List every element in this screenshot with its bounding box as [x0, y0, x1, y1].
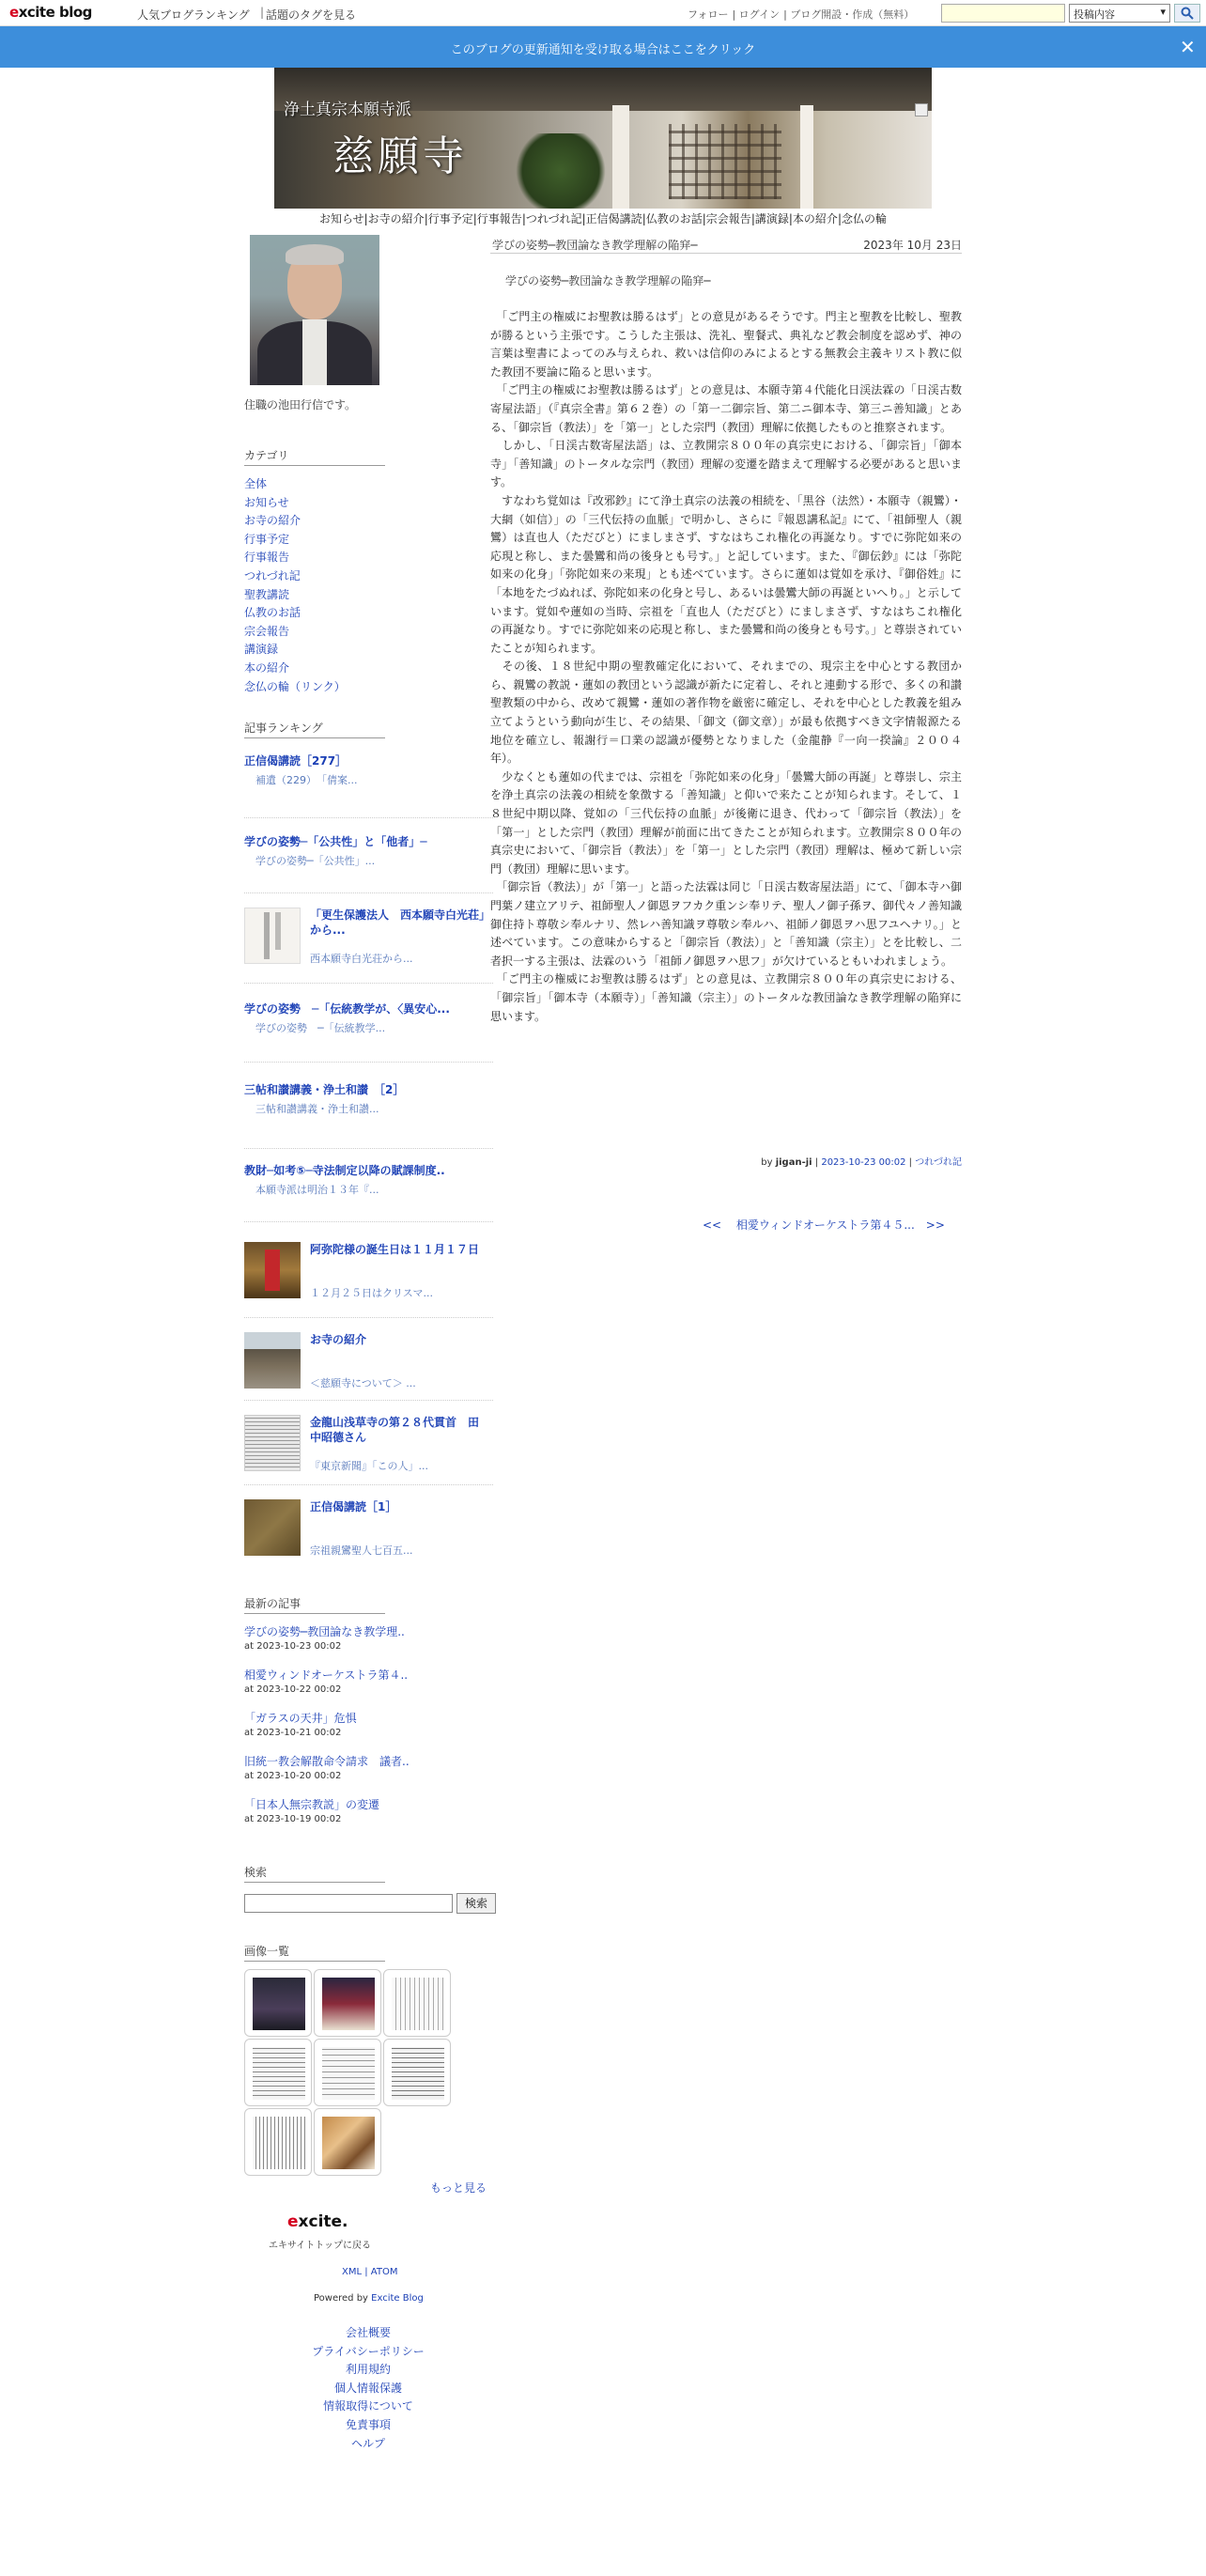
divider	[244, 892, 493, 893]
blog-header-image[interactable]	[274, 68, 932, 209]
site-search-input[interactable]	[941, 4, 1065, 23]
temple-pillar	[800, 105, 813, 209]
nav-item-nembutsu[interactable]: 念仏の輪	[841, 212, 887, 225]
category-item[interactable]: 行事予定	[244, 532, 290, 546]
blog-title: 慈願寺	[332, 132, 468, 180]
ranking-item[interactable]: お寺の紹介 ＜慈願寺について＞ ...	[244, 1332, 493, 1392]
notification-text[interactable]: このブログの更新通知を受け取る場合はここをクリック	[450, 43, 756, 57]
article-meta: by jigan-ji | 2023-10-23 00:02 | つれづれ記	[761, 1157, 962, 1168]
gallery-thumbnail[interactable]	[244, 2108, 312, 2176]
divider	[244, 1484, 493, 1485]
blog-search-button[interactable]: 検索	[456, 1893, 496, 1914]
article-paragraph: 「ご門主の権威にお聖教は勝るはず」との意見は、立教開宗８００年の真宗史における、「御宗旨」「御本寺（本願寺）」「善知識（宗主）」のトータルな教団論なき教学理解の陥穽に思います。	[490, 972, 962, 1023]
feed-links[interactable]: XML | ATOM	[342, 2267, 398, 2277]
article-paragraph: しかし、「日渓古数寄屋法語」は、立教開宗８００年の真宗史における、「御宗旨」「御本寺」「善知識」のトータルな宗門（教団）理解の変遷を踏まえて理解する必要があると思います。	[490, 439, 962, 489]
category-item[interactable]: 念仏の輪（リンク）	[244, 679, 346, 693]
gallery-thumbnail[interactable]	[314, 2039, 381, 2106]
article-paragraph: 少なくとも蓮如の代までは、宗祖を「弥陀如来の化身」「曇鸞大師の再誕」と尊崇し、宗主を浄土真宗の法義の相続を象徴する「善知識」と仰いで来たことが知られます。そして、１８世紀中期以降、覚如の「三代伝持の血脈」が後衛に退き、代わって「御宗旨（教法）」を「第一」とした宗門（教団）理解が前面に出てきたことが知られます。立教開宗８００年の真宗史において、「御宗旨（教法）」を「第一」とした宗門（教団）理解は、極めて新しい宗門（教団）理解に思います。	[490, 769, 962, 876]
article-category-link[interactable]: つれづれ記	[915, 1157, 962, 1168]
nav-item-lectures[interactable]: 講演録	[754, 212, 789, 225]
login-link[interactable]: ログイン	[738, 8, 781, 21]
nav-item-shoshinge[interactable]: 正信偈講読	[585, 212, 642, 225]
article-paragraph: 「御宗旨（教法）」が「第一」と語った法霖は同じ「日渓古数寄屋法語」にて、「御本寺ハ御門葉ノ建立アリテ、祖師聖人ノ御恩ヲフカク重ンシ奉リテ、聖人ノ御子孫ヲ、御代々ノ善知識御住持ト尊敬シ奉ルナリ、然レハ善知識ヲ尊敬シ奉ルハ、祖師ノ御恩ヲハ思フユヘナリ。」と述べています。この意味からすると「御宗旨（教法）」と「善知識（宗主）」とを比較し、二者択一する主張は、法霖のいう「祖師ノ御恩ヲハ思フ」が欠けているともいわれましょう。	[490, 880, 962, 968]
blog-subtitle: 浄土真宗本願寺派	[284, 101, 411, 119]
powered-by: Powered by Excite Blog	[314, 2293, 424, 2304]
author-name: jigan-ji	[775, 1157, 812, 1168]
article-paragraph: その後、１８世紀中期の聖教確定化において、それまでの、現宗主を中心とする教団から、親鸞の教説・蓮如の教団という認識が新たに定着し、それと連動する形で、多くの和讃聖教類の中から、改めて親鸞・蓮如の著作物を厳密に確定し、それを中心とした教義を組み立てようという動向が生じ、その結果、「御文（御文章）」が最も依拠すべき文字情報源たる地位を確立し、報謝行＝口業の認識が優勢となりました（金龍静『一向一揆論』２００４年）。	[490, 660, 962, 766]
ranking-item[interactable]: 教財─如考⑤─寺法制定以降の賦課制度.. 本願寺派は明治１３年『...	[244, 1164, 445, 1196]
footer-link-data-acquisition[interactable]: 情報取得について	[323, 2399, 413, 2413]
nav-item-dharma-talk[interactable]: 仏教のお話	[645, 212, 703, 225]
article-title[interactable]: 学びの姿勢─教団論なき教学理解の陥穽─	[492, 239, 698, 252]
blog-search-input[interactable]	[244, 1894, 453, 1913]
category-item[interactable]: つれづれ記	[244, 568, 301, 582]
divider	[244, 817, 493, 818]
gallery-thumbnail[interactable]	[383, 1969, 451, 2037]
search-title: 検索	[244, 1864, 385, 1883]
categories-title: カテゴリ	[244, 447, 385, 466]
excite-blog-logo[interactable]: excite blog	[9, 4, 92, 21]
article-header	[490, 235, 962, 254]
gallery-thumbnail[interactable]	[244, 1969, 312, 2037]
ranking-item[interactable]: 正信偈講読［1］ 宗祖親鸞聖人七百五...	[244, 1499, 493, 1560]
category-item[interactable]: 宗会報告	[244, 624, 290, 638]
nav-item-schedule[interactable]: 行事予定	[427, 212, 473, 225]
footer-link-help[interactable]: ヘルプ	[350, 2436, 385, 2450]
tree-foliage	[509, 133, 612, 209]
footer-link-terms[interactable]: 利用規約	[345, 2363, 391, 2377]
nav-item-news[interactable]: お知らせ	[318, 212, 364, 225]
article-paragraph: 「ご門主の権威にお聖教は勝るはず」との意見は、本願寺第４代能化日渓法霖の「日渓古数寄屋法語」（『真宗全書』第６２巻）の「第一二御宗旨、第二ニ御本寺、第三ニ善知識」とある、「御宗旨（教法）」を「第一」とした宗門（教団）理解に依拠したものと推察されます。	[490, 383, 962, 434]
ranking-item[interactable]: 学びの姿勢─「公共性」と「他者」─ 学びの姿勢─「公共性」...	[244, 835, 427, 867]
temple-lattice	[669, 124, 781, 199]
category-item[interactable]: 全体	[244, 477, 268, 490]
top-bar	[0, 0, 1206, 26]
footer-links	[274, 2324, 462, 2453]
divider	[244, 1148, 493, 1149]
category-item[interactable]: 本の紹介	[244, 660, 290, 675]
ranking-title: 記事ランキング	[244, 720, 385, 738]
ranking-item[interactable]: 学びの姿勢 ─「伝統教学が、〈異安心... 学びの姿勢 ─「伝統教学...	[244, 1002, 450, 1034]
recent-item[interactable]: 旧統一教会解散命令請求 議者.. at 2023-10-20 00:02	[244, 1755, 410, 1781]
footer-link-privacy[interactable]: プライバシーポリシー	[312, 2344, 425, 2358]
follow-link[interactable]: フォロー	[688, 8, 729, 21]
divider	[244, 1221, 493, 1222]
tag-search-link[interactable]: 話題のタグを見る	[266, 8, 357, 22]
article-thumbnail[interactable]	[244, 1242, 301, 1298]
divider	[244, 1062, 493, 1063]
search-icon	[1181, 7, 1194, 20]
category-item[interactable]: お知らせ	[244, 495, 289, 509]
site-search-button[interactable]	[1174, 4, 1200, 23]
gallery-thumbnail[interactable]	[314, 1969, 381, 2037]
account-links: フォロー | ログイン | ブログ開設・作成（無料）	[688, 8, 915, 21]
category-item[interactable]: 行事報告	[244, 551, 290, 565]
footer-link-personal-info[interactable]: 個人情報保護	[333, 2381, 402, 2395]
footer-link-disclaimer[interactable]: 免責事項	[345, 2417, 391, 2431]
article-heading: 学びの姿勢─教団論なき教学理解の陥穽─	[505, 274, 711, 287]
ranking-item[interactable]: 正信偈講読［277］ 補遺（229） 「倩案...	[244, 754, 358, 786]
broken-image-icon	[915, 103, 928, 116]
excite-blog-link[interactable]: Excite Blog	[371, 2293, 424, 2304]
notification-banner[interactable]	[0, 26, 1206, 68]
nav-item-books[interactable]: 本の紹介	[792, 212, 838, 225]
article-thumbnail[interactable]	[244, 1415, 301, 1471]
permalink-time[interactable]: 2023-10-23 00:02	[821, 1157, 906, 1168]
category-item[interactable]: お寺の紹介	[244, 514, 302, 528]
excite-logo[interactable]: excite.	[287, 2212, 348, 2231]
gallery-thumbnail[interactable]	[383, 2039, 451, 2106]
category-list	[244, 475, 346, 696]
recent-title: 最新の記事	[244, 1595, 385, 1614]
article-body	[490, 308, 962, 1026]
article-thumbnail[interactable]	[244, 1332, 301, 1389]
divider: |	[260, 6, 265, 19]
recent-item[interactable]: 相愛ウィンドオーケストラ第４.. at 2023-10-22 00:02	[244, 1668, 409, 1695]
divider	[244, 1400, 493, 1401]
divider	[244, 1317, 493, 1318]
nav-item-report[interactable]: 行事報告	[476, 212, 522, 225]
category-item[interactable]: 仏教のお話	[244, 606, 302, 620]
search-scope-select[interactable]: 投稿内容 ▾	[1069, 4, 1170, 23]
ranking-link[interactable]: 人気ブログランキング	[137, 8, 250, 22]
category-nav: お知らせ|お寺の紹介|行事予定|行事報告|つれづれ記|正信偈講読|仏教のお話|宗会報告|講演録|本の紹介|念仏の輪	[318, 212, 887, 225]
chevron-down-icon: ▾	[1160, 6, 1166, 18]
temple-pillar	[612, 105, 629, 209]
gallery-thumbnail[interactable]	[314, 2108, 381, 2176]
category-item[interactable]: 講演録	[244, 643, 279, 657]
nav-item-essay[interactable]: つれづれ記	[525, 212, 582, 225]
close-icon[interactable]: ✕	[1180, 36, 1196, 58]
create-blog-link[interactable]: ブログ開設・作成（無料）	[790, 8, 915, 21]
article-date: 2023年 10月 23日	[863, 239, 962, 252]
ranking-item[interactable]: 三帖和讃講義・浄土和讃 ［2］ 三帖和讃講義・浄土和讃...	[244, 1083, 405, 1115]
article-paragraph: 「ご門主の権威にお聖教は勝るはず」との意見があるそうです。門主と聖教を比較し、聖教が勝るという主張です。こうした主張は、洗礼、聖餐式、典礼など教会制度を認めず、神の言葉は聖書によってのみ与えられ、救いは信仰のみによるとする無教会主義キリスト教に似た教団不要論に陥ると思います。	[490, 310, 962, 379]
article-paragraph: すなわち覚如は『改邪鈔』にて浄土真宗の法義の相続を、「黒谷（法然）・本願寺（親鸞）・大網（如信）」の「三代伝持の血脈」で明かし、さらに『報恩講私記』にて、「祖師聖人（親鸞）は直也人（ただびと）にましまさず、すなはちこれ権化の再誕なり。すでに弥陀如来の応現と称し、また曇鸞和尚の後身とも号す。」と記しています。また、『御伝鈔』には「弥陀如来の化身」「弥陀如来の来現」とも述べています。さらに蓮如は覚如を承け、『御俗姓』に「本地をたづぬれば、弥陀如来の化身と号し、あるいは曇鸞大師の再誕といへり。」と示しています。覚如や蓮如の当時、宗祖を「直也人（ただびと）にましまさず、すなはちこれ権化の再誕なり。すでに弥陀如来の応現と称し、また曇鸞和尚の後身とも号す。」と尊崇されていたことが知られます。	[490, 493, 962, 655]
article-thumbnail[interactable]	[244, 908, 301, 964]
ranking-item[interactable]: 阿弥陀様の誕生日は１１月１７日 １２月２５日はクリスマ...	[244, 1242, 493, 1302]
footer-link-company[interactable]: 会社概要	[345, 2326, 391, 2339]
ranking-item[interactable]: 「更生保護法人 西本願寺白光荘」から... 西本願寺白光荘から...	[244, 908, 493, 968]
profile-photo	[250, 235, 379, 385]
ranking-item[interactable]: 金龍山浅草寺の第２８代貫首 田中昭德さん 『東京新聞』「この人」...	[244, 1415, 493, 1475]
nav-item-temple[interactable]: お寺の紹介	[367, 212, 425, 225]
excite-top-link[interactable]: エキサイトトップに戻る	[269, 2241, 371, 2251]
gallery-thumbnail[interactable]	[244, 2039, 312, 2106]
divider	[244, 983, 493, 984]
recent-item[interactable]: 学びの姿勢─教団論なき教学理.. at 2023-10-23 00:02	[244, 1625, 405, 1652]
profile-caption: 住職の池田行信です。	[244, 398, 357, 411]
gallery-more-link[interactable]: もっと見る	[430, 2181, 487, 2195]
article-pager[interactable]: << 相愛ウィンドオーケストラ第４５... >>	[703, 1218, 945, 1232]
category-item[interactable]: 聖教講読	[244, 587, 290, 601]
article-thumbnail[interactable]	[244, 1499, 301, 1556]
recent-item[interactable]: 「ガラスの天井」危惧 at 2023-10-21 00:02	[244, 1712, 357, 1738]
recent-item[interactable]: 「日本人無宗教説」の変遷 at 2023-10-19 00:02	[244, 1798, 380, 1824]
gallery-title: 画像一覧	[244, 1943, 385, 1962]
nav-item-assembly[interactable]: 宗会報告	[705, 212, 751, 225]
